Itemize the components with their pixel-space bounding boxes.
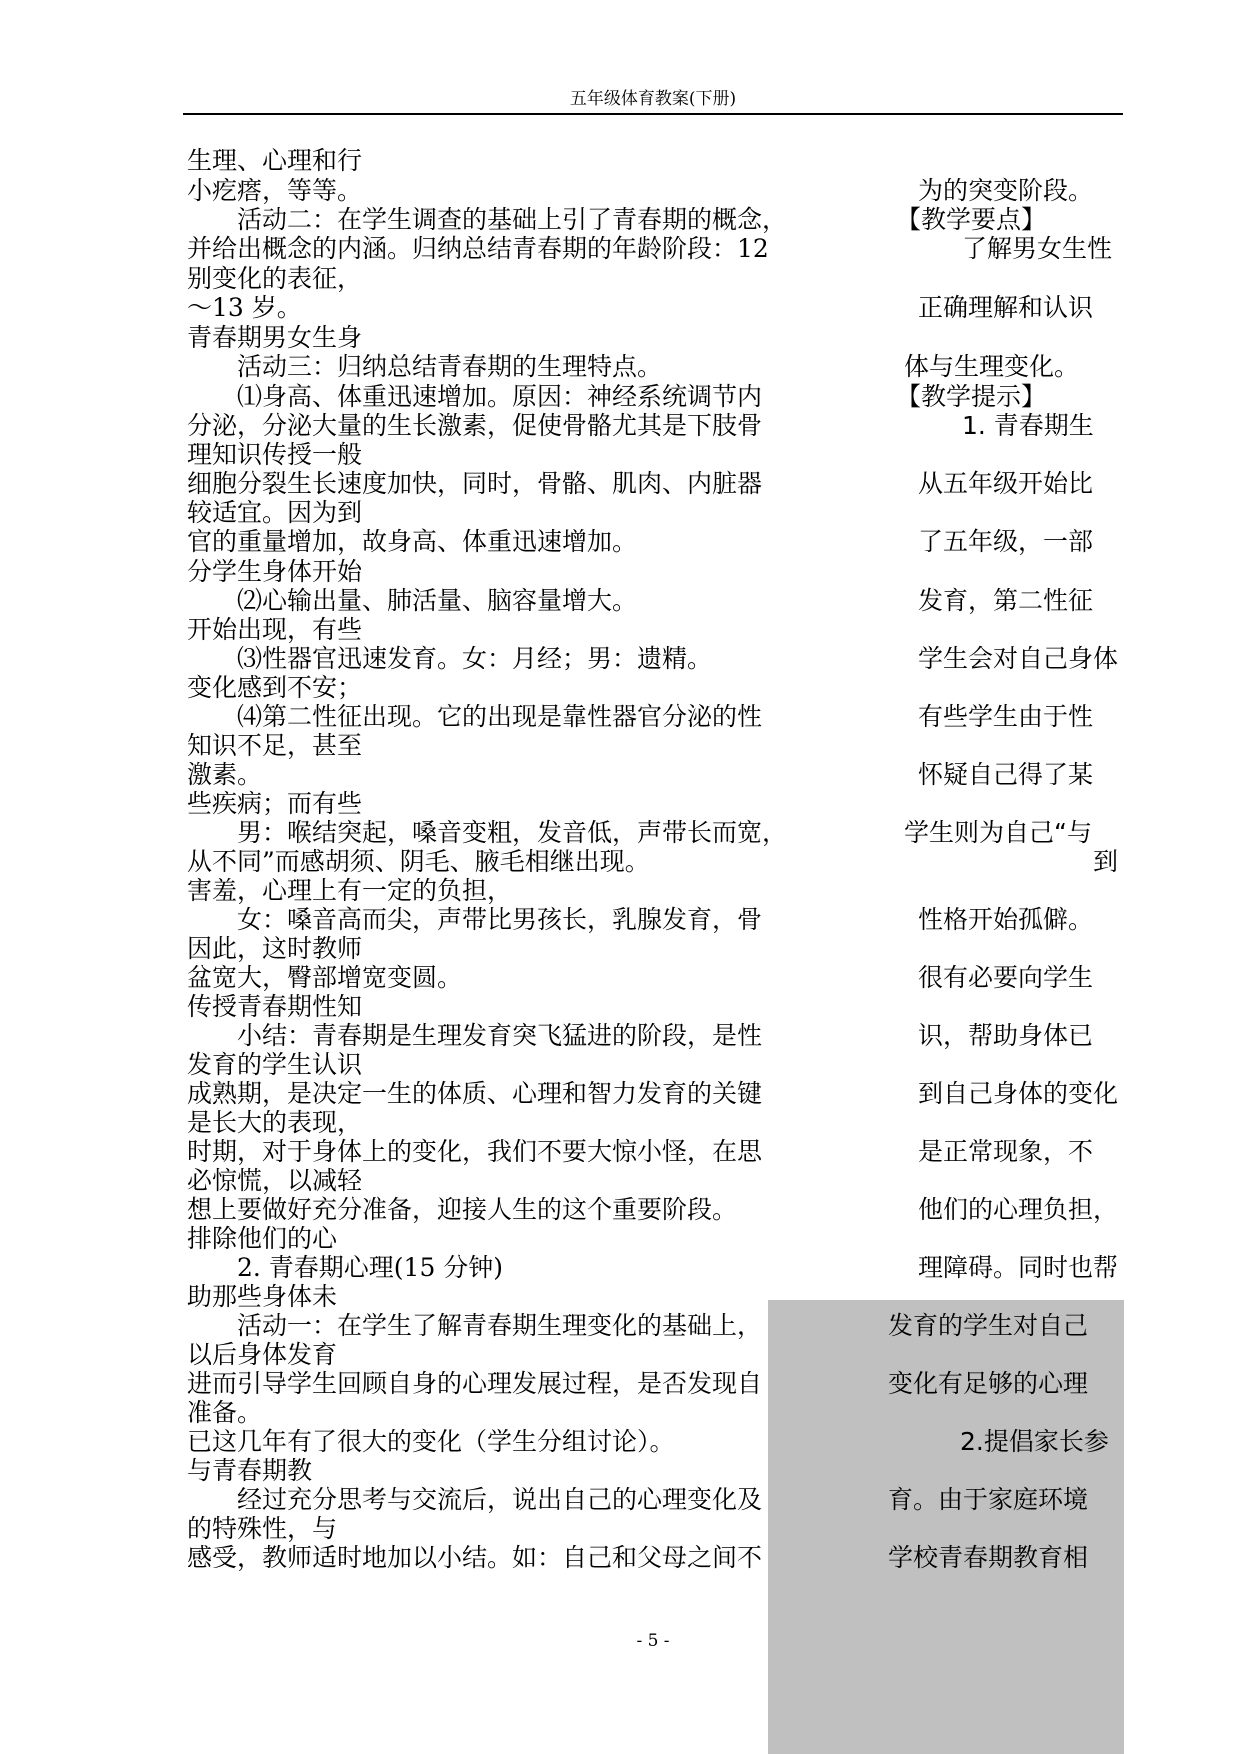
text-line: 男：喉结突起，嗓音变粗，发音低，声带长而宽，: [237, 818, 788, 847]
text-line: 他们的心理负担，: [918, 1195, 1119, 1224]
text-line: ⑷第二性征出现。它的出现是靠性器官分泌的性: [237, 702, 763, 731]
text-line: 害羞，心理上有一定的负担，: [187, 876, 513, 905]
text-line: 到: [1093, 847, 1119, 876]
text-line: 性格开始孤僻。: [918, 905, 1094, 934]
text-line: 学生会对自己身体: [918, 644, 1119, 673]
text-line: 并给出概念的内涵。归纳总结青春期的年龄阶段：12: [187, 234, 769, 263]
text-line: 【教学提示】: [896, 382, 1047, 411]
text-line: 激素。: [187, 760, 263, 789]
text-line: 较适宜。因为到: [187, 498, 363, 527]
text-line: 盆宽大，臀部增宽变圆。: [187, 963, 463, 992]
text-line: 以后身体发育: [187, 1340, 338, 1369]
page-header: 五年级体育教案(下册): [569, 89, 737, 109]
text-line: 变化有足够的心理: [888, 1369, 1089, 1398]
text-line: 学生则为自己“与: [904, 818, 1092, 847]
text-line: 与青春期教: [187, 1456, 313, 1485]
text-line: 为的突变阶段。: [918, 176, 1094, 205]
text-line: 的特殊性，与: [187, 1514, 338, 1543]
text-line: 了解男女生性: [962, 234, 1113, 263]
text-line: 是长大的表现，: [187, 1108, 363, 1137]
text-line: 已这几年有了很大的变化（学生分组讨论）。: [187, 1427, 675, 1456]
text-line: 女：嗓音高而尖，声带比男孩长，乳腺发育，骨: [237, 905, 763, 934]
text-line: 识，帮助身体已: [918, 1021, 1094, 1050]
text-line: 生理、心理和行: [187, 146, 363, 175]
header-rule: [183, 113, 1123, 115]
text-line: 想上要做好充分准备，迎接人生的这个重要阶段。: [187, 1195, 738, 1224]
text-line: 发育的学生认识: [187, 1050, 363, 1079]
text-line: 排除他们的心: [187, 1224, 338, 1253]
text-line: 到自己身体的变化: [918, 1079, 1119, 1108]
text-line: 开始出现，有些: [187, 615, 363, 644]
text-line: ⑶性器官迅速发育。女：月经；男：遗精。: [237, 644, 713, 673]
text-line: 感受，教师适时地加以小结。如：自己和父母之间不: [187, 1543, 763, 1572]
text-line: ⑴身高、体重迅速增加。原因：神经系统调节内: [237, 382, 763, 411]
text-line: 小结：青春期是生理发育突飞猛进的阶段，是性: [237, 1021, 763, 1050]
text-line: 传授青春期性知: [187, 992, 363, 1021]
text-line: 分泌，分泌大量的生长激素，促使骨骼尤其是下肢骨: [187, 411, 763, 440]
text-line: 变化感到不安；: [187, 673, 363, 702]
text-line: 活动一：在学生了解青春期生理变化的基础上，: [237, 1311, 763, 1340]
text-line: 理障碍。同时也帮: [918, 1253, 1119, 1282]
text-line: 活动三：归纳总结青春期的生理特点。: [237, 352, 663, 381]
text-line: 细胞分裂生长速度加快，同时，骨骼、肌肉、内脏器: [187, 469, 763, 498]
text-line: 1. 青春期生: [962, 411, 1094, 440]
text-line: 经过充分思考与交流后，说出自己的心理变化及: [237, 1485, 763, 1514]
text-line: 准备。: [187, 1398, 263, 1427]
text-line: 官的重量增加，故身高、体重迅速增加。: [187, 527, 638, 556]
text-line: 很有必要向学生: [918, 963, 1094, 992]
text-line: 有些学生由于性: [918, 702, 1094, 731]
page-number: - 5 -: [636, 1631, 670, 1651]
text-line: 怀疑自己得了某: [918, 760, 1094, 789]
text-line: 知识不足，甚至: [187, 731, 363, 760]
text-line: 别变化的表征，: [187, 264, 363, 293]
text-line: 小疙瘩，等等。: [187, 176, 363, 205]
text-line: 育。由于家庭环境: [888, 1485, 1089, 1514]
text-line: ⑵心输出量、肺活量、脑容量增大。: [237, 586, 638, 615]
text-line: 2.提倡家长参: [960, 1427, 1109, 1456]
text-line: 分学生身体开始: [187, 557, 363, 586]
text-line: 【教学要点】: [896, 205, 1047, 234]
text-line: 发育，第二性征: [918, 586, 1094, 615]
text-line: 从五年级开始比: [918, 469, 1094, 498]
text-line: 理知识传授一般: [187, 440, 363, 469]
text-line: 从不同”而感胡须、阴毛、腋毛相继出现。: [187, 847, 650, 876]
text-line: 青春期男女生身: [187, 323, 363, 352]
text-line: 发育的学生对自己: [888, 1311, 1089, 1340]
text-line: 正确理解和认识: [918, 293, 1094, 322]
text-line: 必惊慌，以减轻: [187, 1166, 363, 1195]
text-line: 学校青春期教育相: [888, 1543, 1089, 1572]
text-line: 些疾病；而有些: [187, 789, 363, 818]
text-line: 活动二：在学生调查的基础上引了青春期的概念，: [237, 205, 788, 234]
text-line: 进而引导学生回顾自身的心理发展过程，是否发现自: [187, 1369, 763, 1398]
text-line: ～13 岁。: [187, 293, 302, 322]
text-line: 是正常现象，不: [918, 1137, 1094, 1166]
text-line: 2. 青春期心理(15 分钟): [237, 1253, 504, 1282]
text-line: 成熟期，是决定一生的体质、心理和智力发育的关键: [187, 1079, 763, 1108]
text-line: 助那些身体未: [187, 1282, 338, 1311]
text-line: 时期，对于身体上的变化，我们不要大惊小怪，在思: [187, 1137, 763, 1166]
text-line: 因此，这时教师: [187, 934, 363, 963]
text-line: 了五年级，一部: [918, 527, 1094, 556]
text-line: 体与生理变化。: [904, 352, 1080, 381]
